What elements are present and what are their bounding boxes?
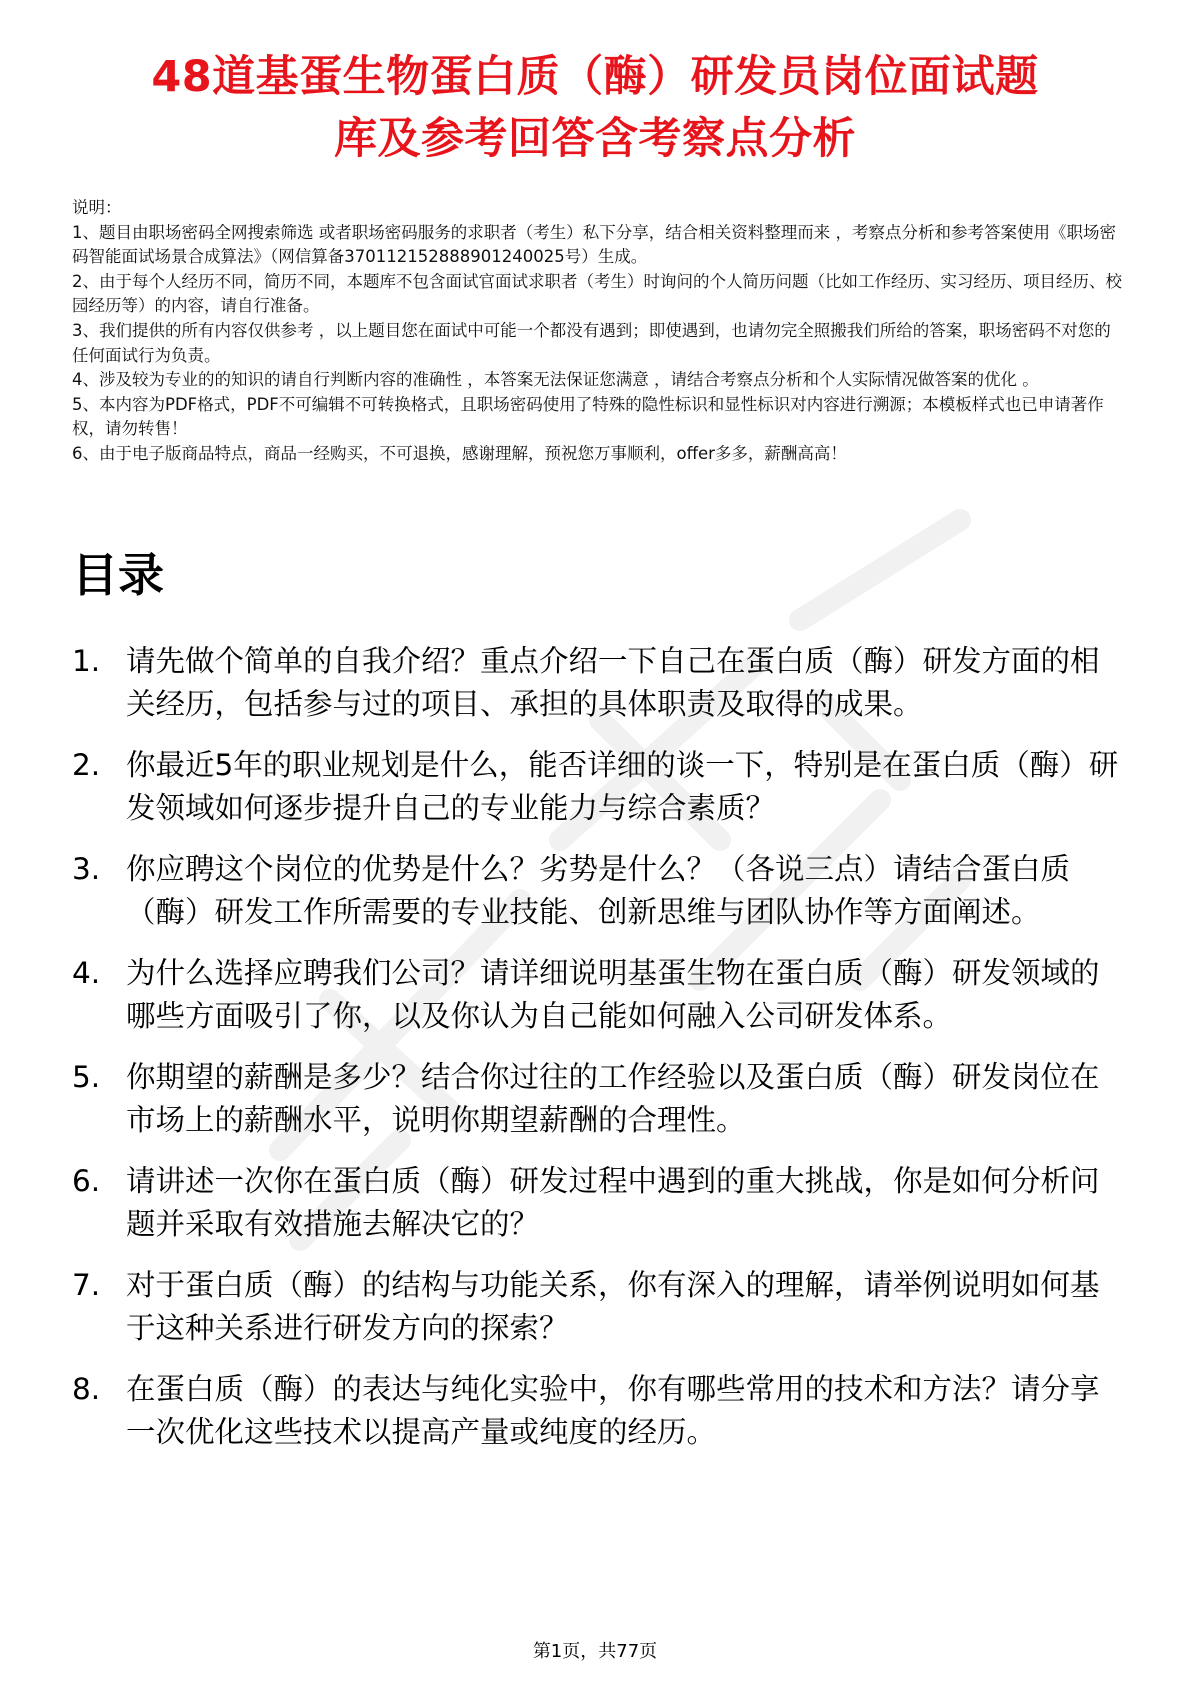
title-line-1: 48道基蛋生物蛋白质（酶）研发员岗位面试题 (151, 52, 1039, 102)
toc-list (72, 640, 1122, 1472)
title-line-2: 库及参考回答含考察点分析 (334, 114, 856, 164)
toc-item-number: 1. (72, 644, 101, 678)
document-title (40, 46, 1150, 170)
toc-item-text: 请讲述一次你在蛋白质（酶）研发过程中遇到的重大挑战，你是如何分析问题并采取有效措施去解决它的？ (126, 1164, 1100, 1241)
notes-section (72, 196, 1122, 467)
note-item: 2、由于每个人经历不同，简历不同，本题库不包含面试官面试求职者（考生）时询问的个人简历问题（比如工作经历、实习经历、项目经历、校园经历等）的内容，请自行准备。 (72, 271, 1122, 316)
note-item: 1、题目由职场密码全网搜索筛选 或者职场密码服务的求职者（考生）私下分享，结合相关资料整理而来 ，考察点分析和参考答案使用《职场密码智能面试场景合成算法》（网信算备370112152888901240025号）生成。 (72, 222, 1116, 267)
toc-item-text: 为什么选择应聘我们公司？请详细说明基蛋生物在蛋白质（酶）研发领域的哪些方面吸引了你，以及你认为自己能如何融入公司研发体系。 (126, 956, 1100, 1033)
toc-item[interactable] (72, 1368, 1122, 1454)
toc-item-number: 8. (72, 1372, 101, 1406)
note-item: 5、本内容为PDF格式，PDF不可编辑不可转换格式，且职场密码使用了特殊的隐性标识和显性标识对内容进行溯源；本模板样式也已申请著作权，请勿转售！ (72, 394, 1104, 439)
toc-item-text: 在蛋白质（酶）的表达与纯化实验中，你有哪些常用的技术和方法？请分享一次优化这些技术以提高产量或纯度的经历。 (126, 1372, 1100, 1449)
toc-item-number: 2. (72, 748, 101, 782)
toc-item-number: 4. (72, 956, 101, 990)
toc-item[interactable] (72, 1160, 1122, 1246)
toc-item[interactable] (72, 952, 1122, 1038)
toc-item[interactable] (72, 640, 1122, 726)
toc-item-text: 对于蛋白质（酶）的结构与功能关系，你有深入的理解，请举例说明如何基于这种关系进行研发方向的探索？ (126, 1268, 1100, 1345)
toc-item-number: 6. (72, 1164, 101, 1198)
toc-item-text: 你最近5年的职业规划是什么，能否详细的谈一下，特别是在蛋白质（酶）研发领域如何逐步提升自己的专业能力与综合素质？ (126, 748, 1119, 825)
note-item: 6、由于电子版商品特点，商品一经购买，不可退换，感谢理解，预祝您万事顺利，offer多多，薪酬高高！ (72, 443, 847, 463)
toc-item[interactable] (72, 744, 1122, 830)
toc-item[interactable] (72, 1264, 1122, 1350)
toc-item-text: 你期望的薪酬是多少？结合你过往的工作经验以及蛋白质（酶）研发岗位在市场上的薪酬水平，说明你期望薪酬的合理性。 (126, 1060, 1100, 1137)
toc-item-number: 3. (72, 852, 101, 886)
toc-item-text: 你应聘这个岗位的优势是什么？劣势是什么？（各说三点）请结合蛋白质（酶）研发工作所需要的专业技能、创新思维与团队协作等方面阐述。 (126, 852, 1071, 929)
toc-item-text: 请先做个简单的自我介绍？重点介绍一下自己在蛋白质（酶）研发方面的相关经历，包括参与过的项目、承担的具体职责及取得的成果。 (126, 644, 1100, 721)
toc-heading: 目录 (72, 548, 164, 602)
notes-heading: 说明： (72, 198, 122, 217)
toc-item-number: 7. (72, 1268, 101, 1302)
page-footer: 第1页，共77页 (532, 1641, 658, 1662)
toc-item-number: 5. (72, 1060, 101, 1094)
toc-item[interactable] (72, 848, 1122, 934)
toc-item[interactable] (72, 1056, 1122, 1142)
note-item: 3、我们提供的所有内容仅供参考 ，以上题目您在面试中可能一个都没有遇到；即使遇到，也请勿完全照搬我们所给的答案，职场密码不对您的任何面试行为负责。 (72, 320, 1111, 365)
note-item: 4、涉及较为专业的的知识的请自行判断内容的准确性 ，本答案无法保证您满意 ，请结合考察点分析和个人实际情况做答案的优化 。 (72, 370, 1039, 390)
